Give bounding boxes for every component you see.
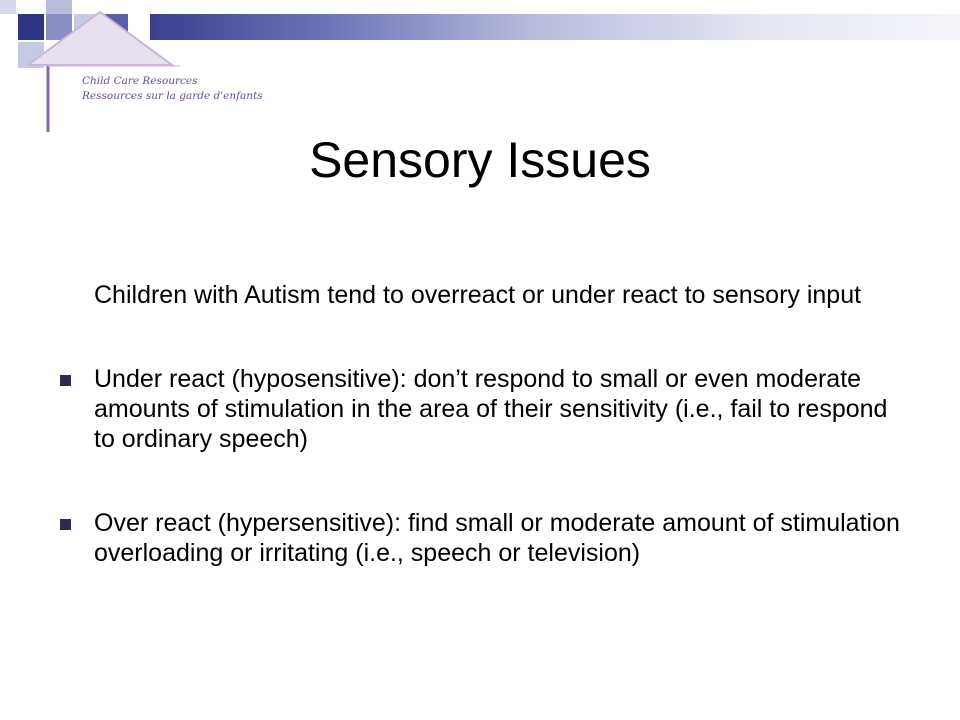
bullet-text: Over react (hypersensitive): find small or moderate amount of stimulation overloading or irritating (i.e., speech or television) [94, 509, 900, 567]
square-bullet-icon [60, 375, 71, 386]
child-care-resources-logo [20, 0, 263, 135]
logo-line-french: Ressources sur la garde d'enfants [82, 90, 263, 102]
bullet-item [94, 364, 904, 454]
deco-square [0, 0, 16, 14]
square-bullet-icon [60, 519, 71, 530]
bullet-item [94, 508, 904, 568]
logo-line-english: Child Care Resources [82, 75, 198, 87]
header-gradient-band [150, 14, 960, 40]
slide-body [94, 280, 904, 622]
house-logo-icon [20, 0, 240, 135]
intro-paragraph: Children with Autism tend to overreact or under react to sensory input [94, 281, 862, 309]
slide-title: Sensory Issues [309, 132, 651, 188]
bullet-text: Under react (hyposensitive): don’t respond to small or even moderate amounts of stimulation in the area of their sensitivity (i.e., fail to respond to ordinary speech) [94, 365, 888, 453]
logo-text [82, 74, 263, 104]
